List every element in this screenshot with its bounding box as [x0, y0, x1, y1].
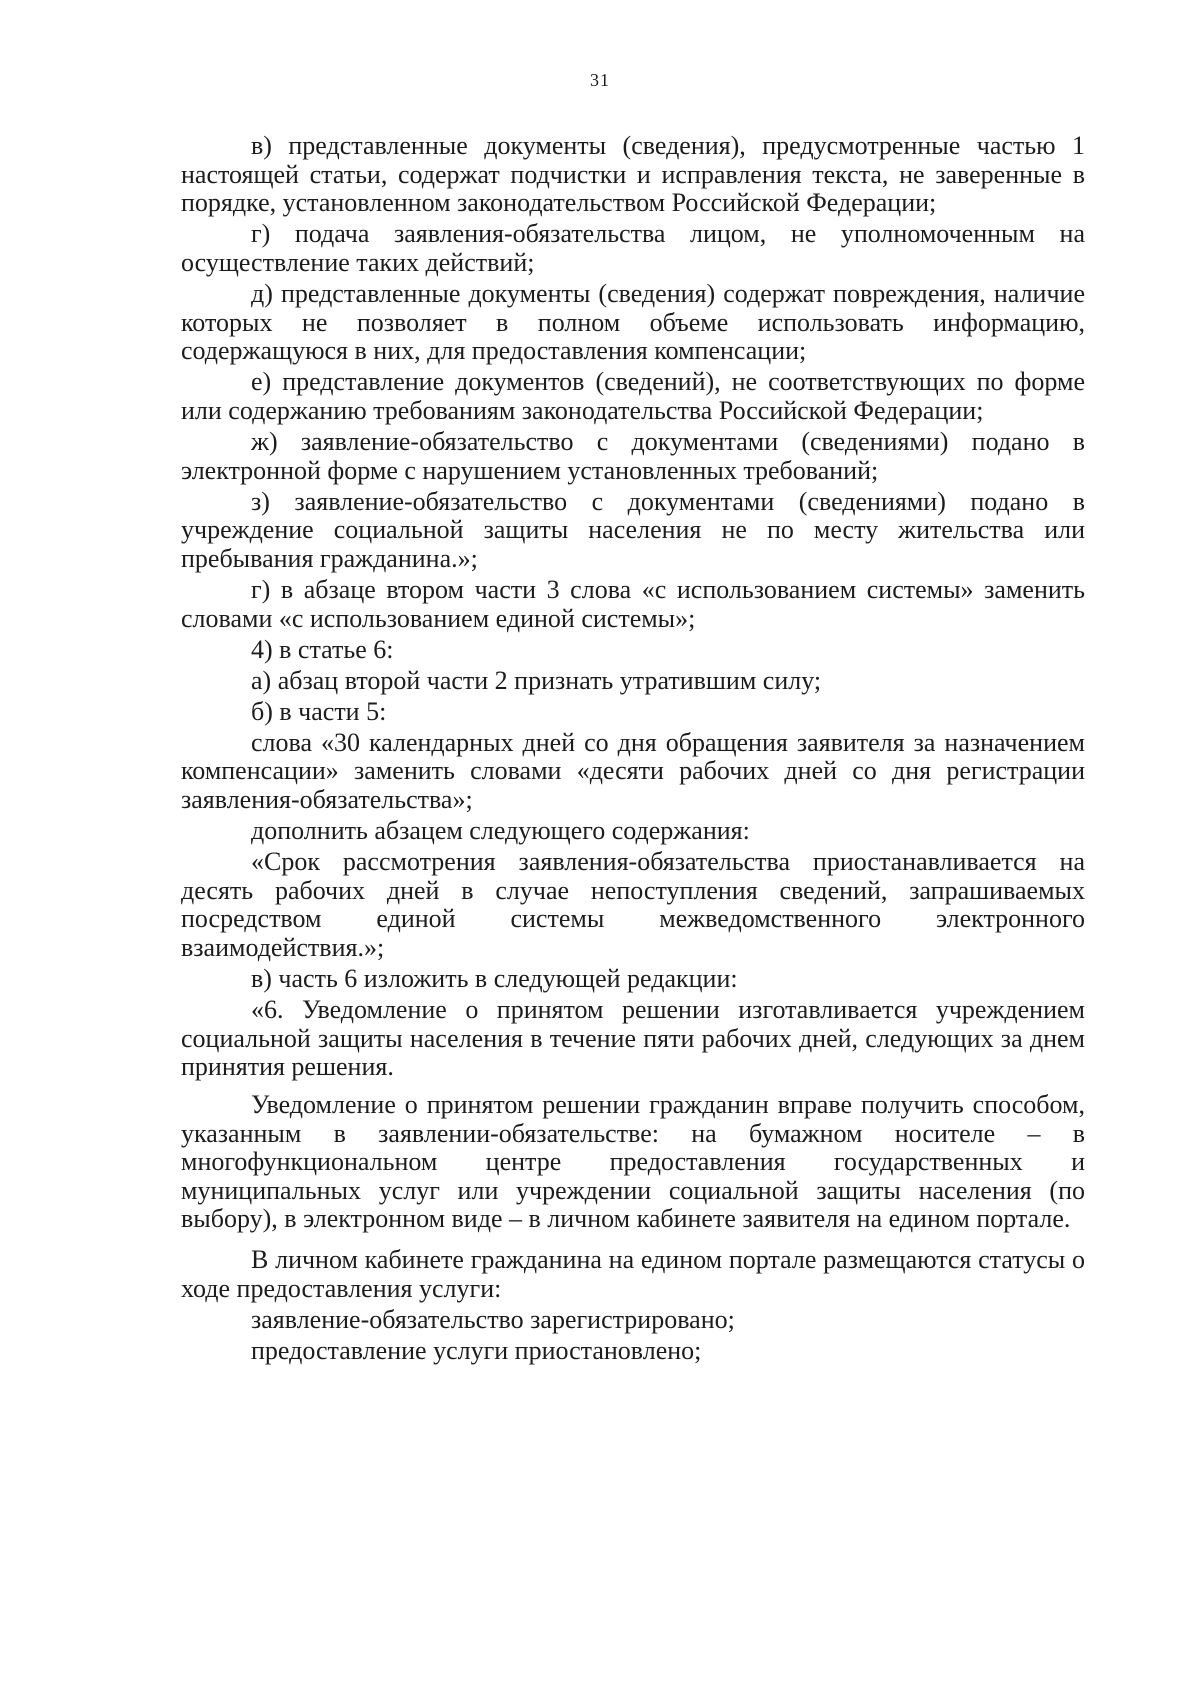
paragraph: 4) в статье 6:	[251, 634, 394, 664]
page-number: 31	[590, 70, 610, 90]
paragraph: предоставление услуги приостановлено;	[251, 1335, 702, 1365]
paragraph: Уведомление о принятом решении гражданин вправе получить способом, указанным в заявлении-обязательстве: на бумажном носителе – в многофункциональном центре предоставления государственных и муниципальных услуг или учреждении социальной защиты населения (по выбору), в электронном виде – в личном кабинете заявителя на едином портале.	[181, 1090, 1085, 1234]
paragraph: заявление-обязательство зарегистрировано;	[251, 1304, 735, 1334]
paragraph: д) представленные документы (сведения) содержат повреждения, наличие которых не позволяет в полном объеме использовать информацию, содержащуюся в них, для предоставления компенсации;	[181, 278, 1085, 366]
paragraph: а) абзац второй части 2 признать утратившим силу;	[251, 665, 822, 695]
paragraph: в) представленные документы (сведения), предусмотренные частью 1 настоящей статьи, содержат подчистки и исправления текста, не заверенные в порядке, установленном законодательством Российской Федерации;	[181, 131, 1085, 218]
paragraph: з) заявление-обязательство с документами (сведениями) подано в учреждение социальной защиты населения не по месту жительства или пребывания гражданина.»;	[181, 486, 1085, 573]
paragraph: е) представление документов (сведений), не соответствующих по форме или содержанию требованиям законодательства Российской Федерации;	[181, 367, 1085, 425]
paragraph: «6. Уведомление о принятом решении изготавливается учреждением социальной защиты населения в течение пяти рабочих дней, следующих за днем принятия решения.	[181, 995, 1085, 1082]
paragraph: ж) заявление-обязательство с документами (сведениями) подано в электронной форме с нарушением установленных требований;	[181, 426, 1085, 485]
document-body	[181, 132, 1085, 1368]
paragraph: «Срок рассмотрения заявления-обязательства приостанавливается на десять рабочих дней в случае непоступления сведений, запрашиваемых посредством единой системы межведомственного электронного взаимодействия.»;	[181, 847, 1085, 963]
paragraph: В личном кабинете гражданина на едином портале размещаются статусы о ходе предоставления услуги:	[181, 1244, 1085, 1303]
paragraph: г) в абзаце втором части 3 слова «с использованием системы» заменить словами «с использованием единой системы»;	[181, 574, 1085, 633]
paragraph: дополнить абзацем следующего содержания:	[251, 816, 750, 846]
paragraph: слова «30 календарных дней со дня обращения заявителя за назначением компенсации» заменить словами «десяти рабочих дней со дня регистрации заявления-обязательства»;	[181, 727, 1085, 815]
paragraph: в) часть 6 изложить в следующей редакции:	[251, 964, 738, 994]
paragraph: г) подача заявления-обязательства лицом, не уполномоченным на осуществление таких действий;	[181, 219, 1085, 277]
paragraph: б) в части 5:	[251, 696, 387, 726]
